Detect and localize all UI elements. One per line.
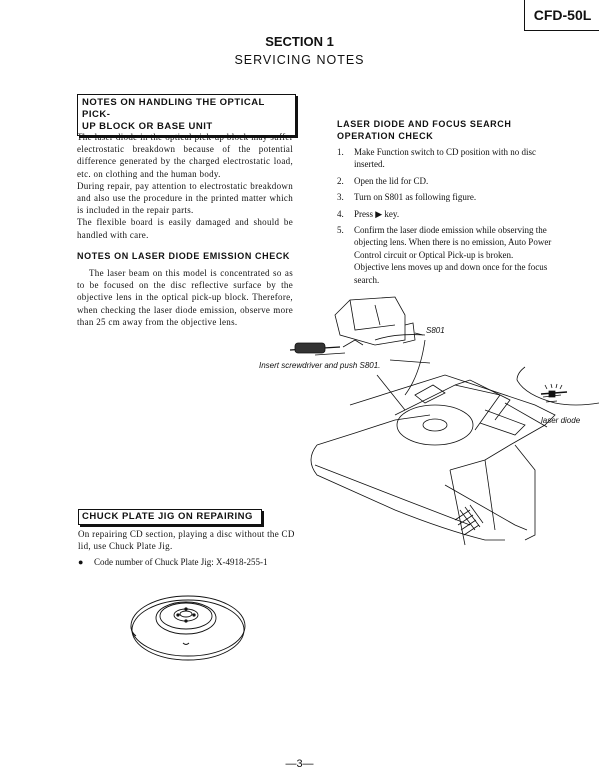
chuck-code-number: Code number of Chuck Plate Jig: X-4918-255-1 [94, 557, 268, 567]
chuck-plate-heading-box: CHUCK PLATE JIG ON REPAIRING [78, 509, 262, 525]
emission-check-heading: NOTES ON LASER DIODE EMISSION CHECK [77, 251, 291, 261]
chuck-plate-paragraph: On repairing CD section, playing a disc without the CD lid, use Chuck Plate Jig. [78, 529, 295, 552]
step-5: 5. Confirm the laser diode emission while observing the objecting lens. When there is no emission, Auto Power Control circuit or Optical Pick-up is broken. Objective lens moves up and down once for the focus search. [337, 225, 552, 285]
optical-paragraph-1: The laser diode in the optical pick-up block may suffer electrostatic breakdown because of the potential difference generated by the charged electrostatic load, etc. on clothing and the human body. [77, 132, 293, 179]
section-title: SECTION 1 [265, 34, 334, 49]
optical-heading-line2: UP BLOCK OR BASE UNIT [82, 121, 213, 132]
laser-heading-line1: LASER DIODE AND FOCUS SEARCH [337, 119, 512, 129]
step-2: 2. Open the lid for CD. [337, 175, 429, 186]
laser-heading-line2: OPERATION CHECK [337, 131, 434, 141]
chuck-plate-bullet [78, 556, 338, 568]
bullet-dot: ● [78, 557, 84, 567]
screwdriver-handle [295, 343, 325, 353]
label-insert-screwdriver: Insert screwdriver and push S801. [259, 361, 381, 370]
optical-paragraph-2: During repair, pay attention to electrostatic breakdown and also use the procedure in the printed matter which is included in the repair parts. [77, 180, 293, 216]
optical-pickup-heading-box [77, 94, 296, 136]
optical-notes-text [77, 131, 293, 241]
step-4: 4. Press ▶ key. [337, 208, 400, 219]
inset-housing [335, 297, 405, 345]
step-1: 1. Make Function switch to CD position with no disc inserted. [337, 147, 536, 170]
optical-heading-line1: NOTES ON HANDLING THE OPTICAL PICK- [82, 97, 265, 120]
label-laser-diode: laser diode [541, 416, 581, 425]
page-number: —3— [285, 758, 314, 770]
step-3: 3. Turn on S801 as following figure. [337, 192, 477, 203]
section-subtitle: SERVICING NOTES [234, 53, 365, 67]
optical-paragraph-3: The flexible board is easily damaged and should be handled with care. [77, 217, 293, 240]
laser-check-heading [337, 118, 511, 142]
chuck-plate-jig-drawing [128, 588, 248, 668]
label-s801: S801 [426, 326, 445, 335]
emission-check-paragraph: The laser beam on this model is concentrated so as to be focused on the disc reflective surface by the objective lens in the optical pick-up block. Therefore, when checking the laser diode emission, observe more than 25 cm away from the objective lens. [77, 268, 293, 327]
model-number: CFD-50L [524, 0, 599, 31]
speaker-grill [455, 505, 483, 535]
check-steps-list [337, 146, 559, 290]
